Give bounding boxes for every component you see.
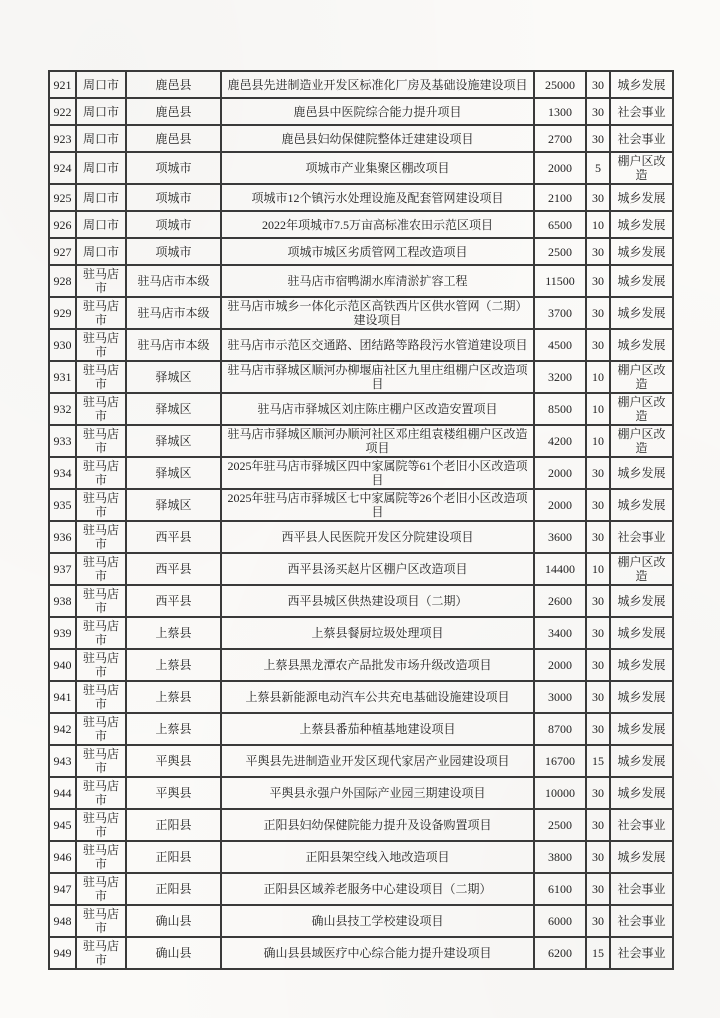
cell-city: 驻马店市	[76, 329, 126, 361]
cell-category: 城乡发展	[610, 238, 673, 265]
cell-category: 社会事业	[610, 809, 673, 841]
cell-project: 确山县技工学校建设项目	[221, 905, 534, 937]
cell-project: 上蔡县餐厨垃圾处理项目	[221, 617, 534, 649]
cell-project: 上蔡县黑龙潭农产品批发市场升级改造项目	[221, 649, 534, 681]
cell-project: 鹿邑县中医院综合能力提升项目	[221, 98, 534, 125]
table-row	[49, 745, 673, 777]
cell-seq: 943	[49, 745, 76, 777]
cell-category: 城乡发展	[610, 777, 673, 809]
cell-term: 10	[586, 361, 610, 393]
cell-seq: 948	[49, 905, 76, 937]
cell-amount: 14400	[534, 553, 586, 585]
cell-city: 周口市	[76, 125, 126, 152]
cell-amount: 1300	[534, 98, 586, 125]
cell-term: 30	[586, 905, 610, 937]
cell-amount: 6500	[534, 211, 586, 238]
cell-county: 确山县	[126, 937, 221, 969]
cell-amount: 3700	[534, 297, 586, 329]
cell-county: 正阳县	[126, 873, 221, 905]
cell-term: 30	[586, 265, 610, 297]
cell-project: 正阳县区域养老服务中心建设项目（二期）	[221, 873, 534, 905]
cell-term: 15	[586, 745, 610, 777]
cell-project: 驻马店市城乡一体化示范区高铁西片区供水管网（二期）建设项目	[221, 297, 534, 329]
cell-seq: 937	[49, 553, 76, 585]
cell-county: 鹿邑县	[126, 125, 221, 152]
cell-county: 上蔡县	[126, 617, 221, 649]
cell-city: 驻马店市	[76, 457, 126, 489]
cell-county: 正阳县	[126, 841, 221, 873]
cell-category: 城乡发展	[610, 617, 673, 649]
cell-amount: 2700	[534, 125, 586, 152]
cell-county: 平舆县	[126, 745, 221, 777]
cell-amount: 3400	[534, 617, 586, 649]
cell-seq: 927	[49, 238, 76, 265]
cell-term: 30	[586, 184, 610, 211]
cell-term: 30	[586, 681, 610, 713]
cell-category: 棚户区改造	[610, 425, 673, 457]
cell-county: 驻马店市本级	[126, 297, 221, 329]
cell-term: 30	[586, 297, 610, 329]
cell-term: 10	[586, 425, 610, 457]
cell-seq: 942	[49, 713, 76, 745]
cell-term: 30	[586, 329, 610, 361]
cell-category: 城乡发展	[610, 649, 673, 681]
projects-table-body	[49, 71, 673, 969]
cell-term: 30	[586, 585, 610, 617]
cell-amount: 2100	[534, 184, 586, 211]
cell-county: 上蔡县	[126, 713, 221, 745]
cell-term: 30	[586, 457, 610, 489]
cell-city: 驻马店市	[76, 489, 126, 521]
cell-seq: 946	[49, 841, 76, 873]
cell-category: 城乡发展	[610, 329, 673, 361]
cell-city: 驻马店市	[76, 425, 126, 457]
cell-seq: 925	[49, 184, 76, 211]
cell-category: 城乡发展	[610, 184, 673, 211]
cell-category: 社会事业	[610, 937, 673, 969]
cell-seq: 932	[49, 393, 76, 425]
cell-city: 驻马店市	[76, 265, 126, 297]
cell-project: 驻马店市驿城区顺河办顺河社区邓庄组袁楼组棚户区改造项目	[221, 425, 534, 457]
table-row	[49, 713, 673, 745]
cell-seq: 941	[49, 681, 76, 713]
table-row	[49, 265, 673, 297]
cell-amount: 6000	[534, 905, 586, 937]
cell-amount: 16700	[534, 745, 586, 777]
cell-project: 2022年项城市7.5万亩高标准农田示范区项目	[221, 211, 534, 238]
cell-amount: 2000	[534, 457, 586, 489]
cell-category: 棚户区改造	[610, 553, 673, 585]
cell-county: 鹿邑县	[126, 98, 221, 125]
table-row	[49, 841, 673, 873]
cell-project: 平舆县先进制造业开发区现代家居产业园建设项目	[221, 745, 534, 777]
cell-project: 确山县县域医疗中心综合能力提升建设项目	[221, 937, 534, 969]
table-row	[49, 777, 673, 809]
cell-project: 正阳县妇幼保健院能力提升及设备购置项目	[221, 809, 534, 841]
cell-city: 周口市	[76, 98, 126, 125]
cell-amount: 3000	[534, 681, 586, 713]
cell-city: 驻马店市	[76, 361, 126, 393]
cell-amount: 2000	[534, 489, 586, 521]
cell-category: 城乡发展	[610, 211, 673, 238]
cell-term: 30	[586, 125, 610, 152]
table-row	[49, 489, 673, 521]
table-row	[49, 98, 673, 125]
cell-amount: 8500	[534, 393, 586, 425]
cell-seq: 940	[49, 649, 76, 681]
cell-city: 驻马店市	[76, 873, 126, 905]
table-row	[49, 905, 673, 937]
cell-seq: 923	[49, 125, 76, 152]
cell-amount: 25000	[534, 71, 586, 98]
cell-seq: 944	[49, 777, 76, 809]
cell-project: 平舆县永强户外国际产业园三期建设项目	[221, 777, 534, 809]
cell-city: 驻马店市	[76, 841, 126, 873]
cell-seq: 922	[49, 98, 76, 125]
cell-amount: 2500	[534, 809, 586, 841]
cell-county: 项城市	[126, 211, 221, 238]
table-row	[49, 152, 673, 184]
cell-seq: 935	[49, 489, 76, 521]
table-row	[49, 649, 673, 681]
cell-seq: 934	[49, 457, 76, 489]
cell-seq: 921	[49, 71, 76, 98]
cell-city: 驻马店市	[76, 681, 126, 713]
cell-project: 正阳县架空线入地改造项目	[221, 841, 534, 873]
cell-term: 30	[586, 841, 610, 873]
cell-amount: 2500	[534, 238, 586, 265]
cell-term: 15	[586, 937, 610, 969]
table-row	[49, 553, 673, 585]
cell-project: 上蔡县新能源电动汽车公共充电基础设施建设项目	[221, 681, 534, 713]
cell-project: 项城市12个镇污水处理设施及配套管网建设项目	[221, 184, 534, 211]
cell-county: 确山县	[126, 905, 221, 937]
table-row	[49, 681, 673, 713]
cell-city: 周口市	[76, 238, 126, 265]
cell-seq: 930	[49, 329, 76, 361]
table-row	[49, 361, 673, 393]
cell-category: 社会事业	[610, 873, 673, 905]
cell-term: 10	[586, 553, 610, 585]
cell-seq: 929	[49, 297, 76, 329]
cell-city: 驻马店市	[76, 713, 126, 745]
cell-county: 驻马店市本级	[126, 329, 221, 361]
table-row	[49, 425, 673, 457]
cell-project: 2025年驻马店市驿城区四中家属院等61个老旧小区改造项目	[221, 457, 534, 489]
table-row	[49, 329, 673, 361]
cell-county: 西平县	[126, 553, 221, 585]
cell-seq: 928	[49, 265, 76, 297]
cell-category: 城乡发展	[610, 457, 673, 489]
cell-category: 城乡发展	[610, 713, 673, 745]
table-row	[49, 125, 673, 152]
cell-seq: 936	[49, 521, 76, 553]
cell-city: 周口市	[76, 184, 126, 211]
cell-category: 棚户区改造	[610, 152, 673, 184]
cell-amount: 4500	[534, 329, 586, 361]
cell-term: 30	[586, 521, 610, 553]
projects-table	[48, 70, 674, 970]
cell-city: 驻马店市	[76, 617, 126, 649]
cell-amount: 6200	[534, 937, 586, 969]
cell-county: 西平县	[126, 585, 221, 617]
cell-county: 西平县	[126, 521, 221, 553]
cell-project: 驻马店市驿城区刘庄陈庄棚户区改造安置项目	[221, 393, 534, 425]
cell-amount: 11500	[534, 265, 586, 297]
cell-term: 30	[586, 809, 610, 841]
cell-amount: 4200	[534, 425, 586, 457]
table-row	[49, 393, 673, 425]
cell-term: 30	[586, 777, 610, 809]
cell-project: 项城市产业集聚区棚改项目	[221, 152, 534, 184]
cell-category: 社会事业	[610, 98, 673, 125]
table-row	[49, 809, 673, 841]
table-row	[49, 937, 673, 969]
cell-project: 2025年驻马店市驿城区七中家属院等26个老旧小区改造项目	[221, 489, 534, 521]
table-row	[49, 873, 673, 905]
cell-category: 城乡发展	[610, 489, 673, 521]
cell-term: 10	[586, 393, 610, 425]
cell-county: 驿城区	[126, 457, 221, 489]
cell-amount: 2600	[534, 585, 586, 617]
cell-seq: 947	[49, 873, 76, 905]
cell-category: 城乡发展	[610, 681, 673, 713]
cell-amount: 2000	[534, 152, 586, 184]
cell-city: 周口市	[76, 211, 126, 238]
cell-category: 城乡发展	[610, 265, 673, 297]
cell-seq: 931	[49, 361, 76, 393]
cell-seq: 933	[49, 425, 76, 457]
cell-project: 项城市城区劣质管网工程改造项目	[221, 238, 534, 265]
cell-county: 平舆县	[126, 777, 221, 809]
table-row	[49, 238, 673, 265]
cell-seq: 938	[49, 585, 76, 617]
cell-county: 驻马店市本级	[126, 265, 221, 297]
cell-county: 上蔡县	[126, 649, 221, 681]
cell-county: 驿城区	[126, 425, 221, 457]
cell-project: 驻马店市宿鸭湖水库清淤扩容工程	[221, 265, 534, 297]
table-row	[49, 211, 673, 238]
cell-county: 项城市	[126, 152, 221, 184]
cell-seq: 939	[49, 617, 76, 649]
table-row	[49, 184, 673, 211]
cell-term: 30	[586, 98, 610, 125]
cell-category: 社会事业	[610, 125, 673, 152]
cell-project: 驻马店市驿城区顺河办柳堰庙社区九里庄组棚户区改造项目	[221, 361, 534, 393]
cell-county: 鹿邑县	[126, 71, 221, 98]
cell-city: 周口市	[76, 71, 126, 98]
cell-term: 30	[586, 489, 610, 521]
cell-county: 项城市	[126, 238, 221, 265]
cell-amount: 3800	[534, 841, 586, 873]
cell-city: 驻马店市	[76, 297, 126, 329]
cell-city: 驻马店市	[76, 521, 126, 553]
cell-seq: 945	[49, 809, 76, 841]
cell-county: 正阳县	[126, 809, 221, 841]
cell-project: 西平县人民医院开发区分院建设项目	[221, 521, 534, 553]
cell-amount: 3600	[534, 521, 586, 553]
cell-city: 驻马店市	[76, 649, 126, 681]
cell-category: 社会事业	[610, 905, 673, 937]
table-row	[49, 585, 673, 617]
cell-city: 驻马店市	[76, 745, 126, 777]
cell-category: 城乡发展	[610, 745, 673, 777]
cell-city: 驻马店市	[76, 809, 126, 841]
cell-category: 棚户区改造	[610, 393, 673, 425]
cell-county: 驿城区	[126, 489, 221, 521]
cell-category: 城乡发展	[610, 71, 673, 98]
cell-term: 30	[586, 617, 610, 649]
cell-project: 西平县城区供热建设项目（二期）	[221, 585, 534, 617]
cell-project: 鹿邑县先进制造业开发区标准化厂房及基础设施建设项目	[221, 71, 534, 98]
cell-project: 鹿邑县妇幼保健院整体迁建建设项目	[221, 125, 534, 152]
table-row	[49, 71, 673, 98]
cell-county: 驿城区	[126, 361, 221, 393]
cell-amount: 6100	[534, 873, 586, 905]
cell-amount: 2000	[534, 649, 586, 681]
cell-city: 驻马店市	[76, 553, 126, 585]
cell-county: 上蔡县	[126, 681, 221, 713]
cell-project: 驻马店市示范区交通路、团结路等路段污水管道建设项目	[221, 329, 534, 361]
cell-amount: 3200	[534, 361, 586, 393]
cell-category: 城乡发展	[610, 297, 673, 329]
cell-city: 驻马店市	[76, 777, 126, 809]
cell-amount: 10000	[534, 777, 586, 809]
cell-city: 驻马店市	[76, 393, 126, 425]
table-row	[49, 297, 673, 329]
cell-term: 5	[586, 152, 610, 184]
cell-project: 西平县汤买赵片区棚户区改造项目	[221, 553, 534, 585]
table-row	[49, 521, 673, 553]
cell-category: 社会事业	[610, 521, 673, 553]
cell-term: 10	[586, 211, 610, 238]
cell-county: 项城市	[126, 184, 221, 211]
cell-city: 周口市	[76, 152, 126, 184]
cell-seq: 949	[49, 937, 76, 969]
table-row	[49, 617, 673, 649]
cell-term: 30	[586, 71, 610, 98]
cell-category: 城乡发展	[610, 585, 673, 617]
cell-seq: 926	[49, 211, 76, 238]
cell-term: 30	[586, 649, 610, 681]
cell-category: 城乡发展	[610, 841, 673, 873]
cell-amount: 8700	[534, 713, 586, 745]
cell-county: 驿城区	[126, 393, 221, 425]
table-row	[49, 457, 673, 489]
cell-city: 驻马店市	[76, 585, 126, 617]
cell-city: 驻马店市	[76, 937, 126, 969]
cell-term: 30	[586, 713, 610, 745]
cell-project: 上蔡县番茄种植基地建设项目	[221, 713, 534, 745]
cell-seq: 924	[49, 152, 76, 184]
cell-term: 30	[586, 873, 610, 905]
cell-city: 驻马店市	[76, 905, 126, 937]
cell-term: 30	[586, 238, 610, 265]
cell-category: 棚户区改造	[610, 361, 673, 393]
